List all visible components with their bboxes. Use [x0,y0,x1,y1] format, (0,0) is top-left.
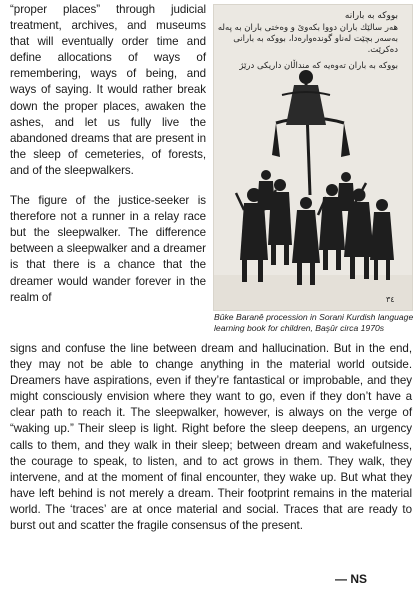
kurdish-text-line: بەسەر بچێت لەناو گوندەوارەدا، بووکە بە بارانی [233,34,398,44]
paragraph-sleepwalker: signs and confuse the line between dream and hallucination. But in the end, they may not be able to change anything in the material world outside. Dreamers have aspirations, even if they’re fantastical or improbable, and they might consciously envision where they want to go, even if they don’t have a clear path to reach it. The sleepwalker, however, is always on the verge of “waking up.” Their sleep is light. Right before the sleep deepens, an urgency calls to them, and they walk in their sleep; between dream and wakefulness, the courage to speak, to listen, and to act grows in them. They walk, they intervene, and at the moment of final encounter, they wake up. But what they have left behind is not merely a dream. Their footprint remains in the material world. The ‘traces’ are at once material and social. Traces that are ready to burst out and scatter the fragile consensus of the present. [10,342,412,533]
procession-illustration [213,4,413,311]
kurdish-text-line: هەر سالێك باران دووا بكەوێ و وەختی باران بە پەلە [217,23,398,33]
figure-caption: Bûke Baranê procession in Sorani Kurdish language learning book for children, Başûr circa 1970s [214,312,414,334]
paragraph-proper-places: “proper places” through judicial treatment, archives, and museums that will eventually order time and define allocations of ways of remembering, ways of being, and ways of saying. It would rather break down the proper places, awaken the ashes, and let us fully live the abandoned dreams that are present in the sleep of cemeteries, of forests, and of the sleepwalkers. [10,3,206,177]
paragraph-justice-seeker: The figure of the justice-seeker is therefore not a runner in a relay race but the sleepwalker. The difference between a sleepwalker and a dreamer is that there is a chance that the dreamer would wander forever in the realm of [10,194,206,304]
left-column-text [10,2,206,306]
author-signature: — NS [335,572,368,586]
kurdish-title: بووکە بە بارانە [344,11,398,21]
kurdish-text-line: دەکرێت. [367,45,398,55]
kurdish-text-line: بووکە بە باران تەوەیە کە منداڵان داریکی درێژ [239,61,398,71]
book-page-number: ٣٤ [386,295,395,304]
